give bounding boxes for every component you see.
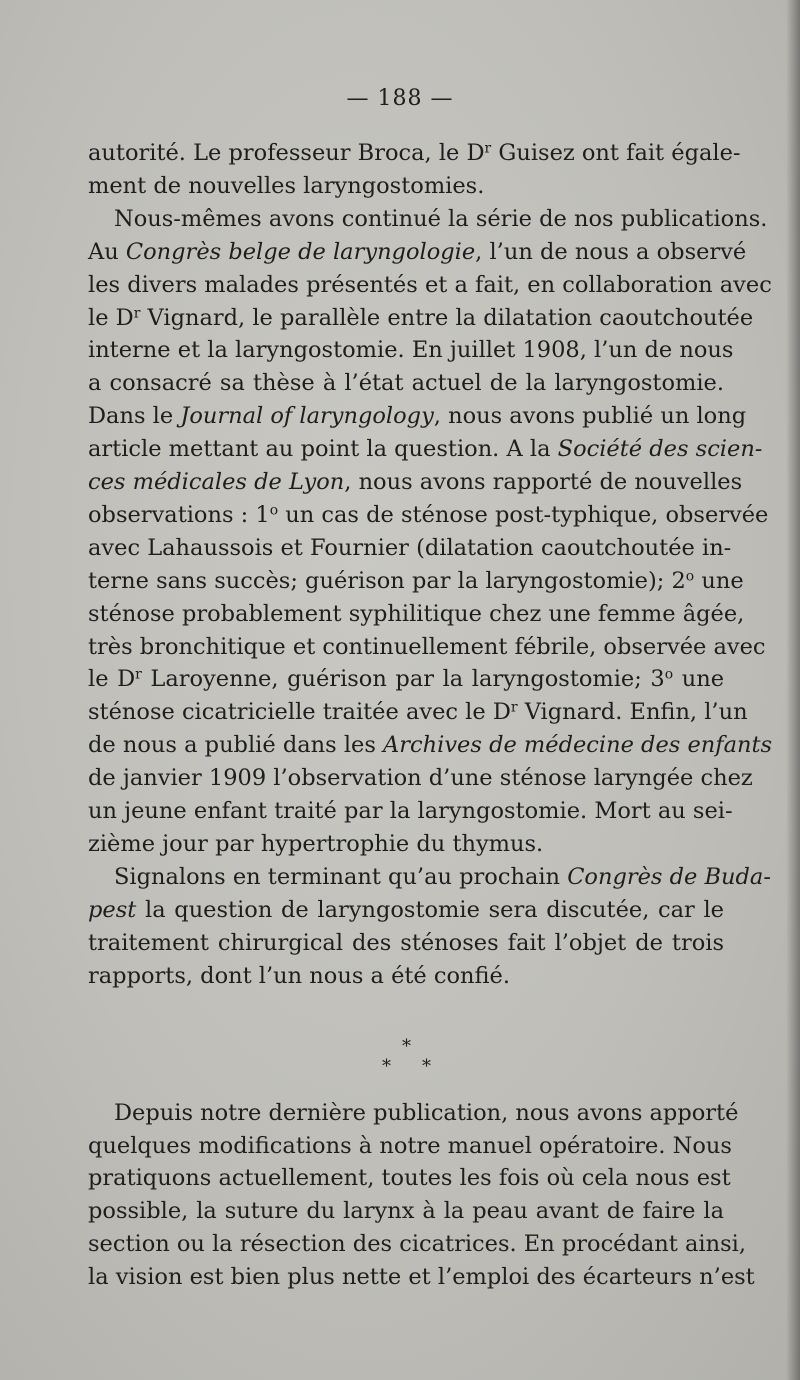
text-segment: Guisez ont fait égale-	[491, 140, 741, 166]
italic-title: ces médicales de Lyon	[88, 469, 345, 495]
italic-title: Journal of laryngology	[180, 403, 434, 430]
text-line	[88, 399, 747, 433]
text-line	[88, 1194, 724, 1228]
text-line	[88, 662, 724, 696]
text-segment: section ou la résection des cicatrices. En procédant ainsi,	[88, 1230, 746, 1257]
text-segment: rapports, dont l’un nous a été confié.	[88, 962, 511, 989]
text-segment: très bronchitique et continuellement fébrile, observée avec	[88, 633, 766, 660]
text-segment: le D	[88, 304, 134, 331]
text-segment: de janvier 1909 l’observation d’une sténose laryngée chez	[88, 765, 753, 792]
text-segment: Signalons en terminant qu’au prochain	[114, 863, 568, 890]
text-line	[88, 268, 772, 302]
superscript: r	[510, 699, 518, 716]
text-segment: , l’un de nous a observé	[475, 238, 747, 265]
text-line	[88, 465, 743, 499]
text-segment: Au	[88, 238, 126, 265]
text-line	[88, 333, 734, 367]
text-line	[114, 1096, 739, 1130]
text-segment: Nous-mêmes avons continué la série de nos publications.	[114, 205, 768, 232]
italic-title: Archives de médecine des enfants	[383, 732, 773, 759]
superscript: r	[484, 140, 492, 157]
superscript: o	[269, 502, 279, 519]
text-segment: une	[694, 567, 744, 594]
text-segment: terne sans succès; guérison par la laryngostomie); 2	[88, 567, 686, 594]
text-line	[88, 235, 747, 269]
text-segment: quelques modifications à notre manuel opératoire. Nous	[88, 1132, 732, 1159]
italic-title: Congrès de Buda-	[567, 863, 771, 890]
text-line	[88, 1227, 746, 1261]
italic-title: Congrès belge de laryngologie	[125, 238, 476, 265]
text-segment: un cas de sténose post-typhique, observée	[278, 501, 769, 528]
text-line	[88, 630, 766, 664]
text-line	[88, 136, 741, 170]
text-segment: a consacré sa thèse à l’état actuel de la laryngostomie.	[88, 370, 724, 397]
text-segment: le D	[88, 666, 136, 693]
text-segment: traitement chirurgical des sténoses fait l’objet de trois	[88, 929, 724, 956]
italic-title: Société des scien-	[557, 436, 763, 463]
asterism-star-left: *	[382, 1056, 391, 1077]
text-segment: Dans le	[88, 403, 181, 430]
text-line	[88, 893, 724, 927]
text-segment: sténose probablement syphilitique chez une femme âgée,	[88, 600, 745, 627]
text-line	[88, 432, 763, 466]
text-line	[88, 695, 748, 729]
text-line	[88, 366, 724, 400]
page-number: — 188 —	[346, 86, 454, 111]
text-line	[88, 564, 744, 598]
text-segment: avec Lahaussois et Fournier (dilatation caoutchoutée in-	[88, 534, 732, 561]
page-edge-shadow	[786, 0, 800, 1380]
text-segment: autorité. Le professeur Broca, le D	[88, 140, 485, 166]
text-segment: un jeune enfant traité par la laryngostomie. Mort au sei-	[88, 798, 733, 824]
text-line	[88, 1129, 732, 1163]
text-line	[88, 827, 724, 861]
text-line	[88, 794, 733, 828]
text-segment: Vignard, le parallèle entre la dilatation caoutchoutée	[140, 304, 754, 331]
text-segment: les divers malades présentés et a fait, en collaboration avec	[88, 271, 772, 298]
text-segment: zième jour par hypertrophie du thymus.	[88, 830, 544, 857]
text-line	[114, 860, 771, 894]
text-segment: sténose cicatricielle traitée avec le D	[88, 699, 511, 726]
text-segment: possible, la suture du larynx à la peau avant de faire la	[88, 1198, 724, 1225]
text-line	[88, 1260, 755, 1294]
text-line	[88, 531, 732, 565]
text-segment: pratiquons actuellement, toutes les fois où cela nous est	[88, 1165, 731, 1192]
text-segment: de nous a publié dans les	[88, 732, 384, 759]
text-line	[88, 597, 745, 631]
text-line	[88, 761, 753, 795]
text-segment: une	[673, 666, 725, 693]
superscript: r	[135, 666, 142, 683]
text-segment: ment de nouvelles laryngostomies.	[88, 172, 485, 199]
superscript: o	[664, 666, 674, 683]
superscript: o	[685, 568, 695, 585]
text-segment: Vignard. Enfin, l’un	[517, 699, 748, 726]
text-line	[88, 498, 769, 532]
text-line	[88, 728, 773, 762]
text-segment: Depuis notre dernière publication, nous avons apporté	[114, 1100, 739, 1126]
text-segment: , nous avons publié un long	[433, 403, 747, 430]
text-line	[88, 1161, 731, 1195]
text-segment: article mettant au point la question. A la	[88, 436, 558, 463]
italic-title: pest	[88, 896, 137, 923]
text-line	[88, 926, 724, 960]
text-line	[114, 202, 768, 236]
asterism-star-right: *	[422, 1056, 431, 1077]
text-segment: la question de laryngostomie sera discutée, car le	[136, 896, 724, 923]
asterism-separator	[0, 1038, 800, 1078]
text-segment: interne et la laryngostomie. En juillet 1908, l’un de nous	[88, 337, 734, 364]
text-line	[88, 301, 754, 335]
text-segment: la vision est bien plus nette et l’emploi des écarteurs n’est	[88, 1263, 755, 1290]
text-line	[88, 959, 724, 993]
asterism-star-top: *	[402, 1036, 411, 1057]
text-segment: , nous avons rapporté de nouvelles	[344, 469, 743, 495]
superscript: r	[133, 304, 141, 321]
text-segment: observations : 1	[88, 501, 270, 528]
text-line	[88, 169, 724, 203]
text-segment: Laroyenne, guérison par la laryngostomie; 3	[141, 666, 665, 693]
